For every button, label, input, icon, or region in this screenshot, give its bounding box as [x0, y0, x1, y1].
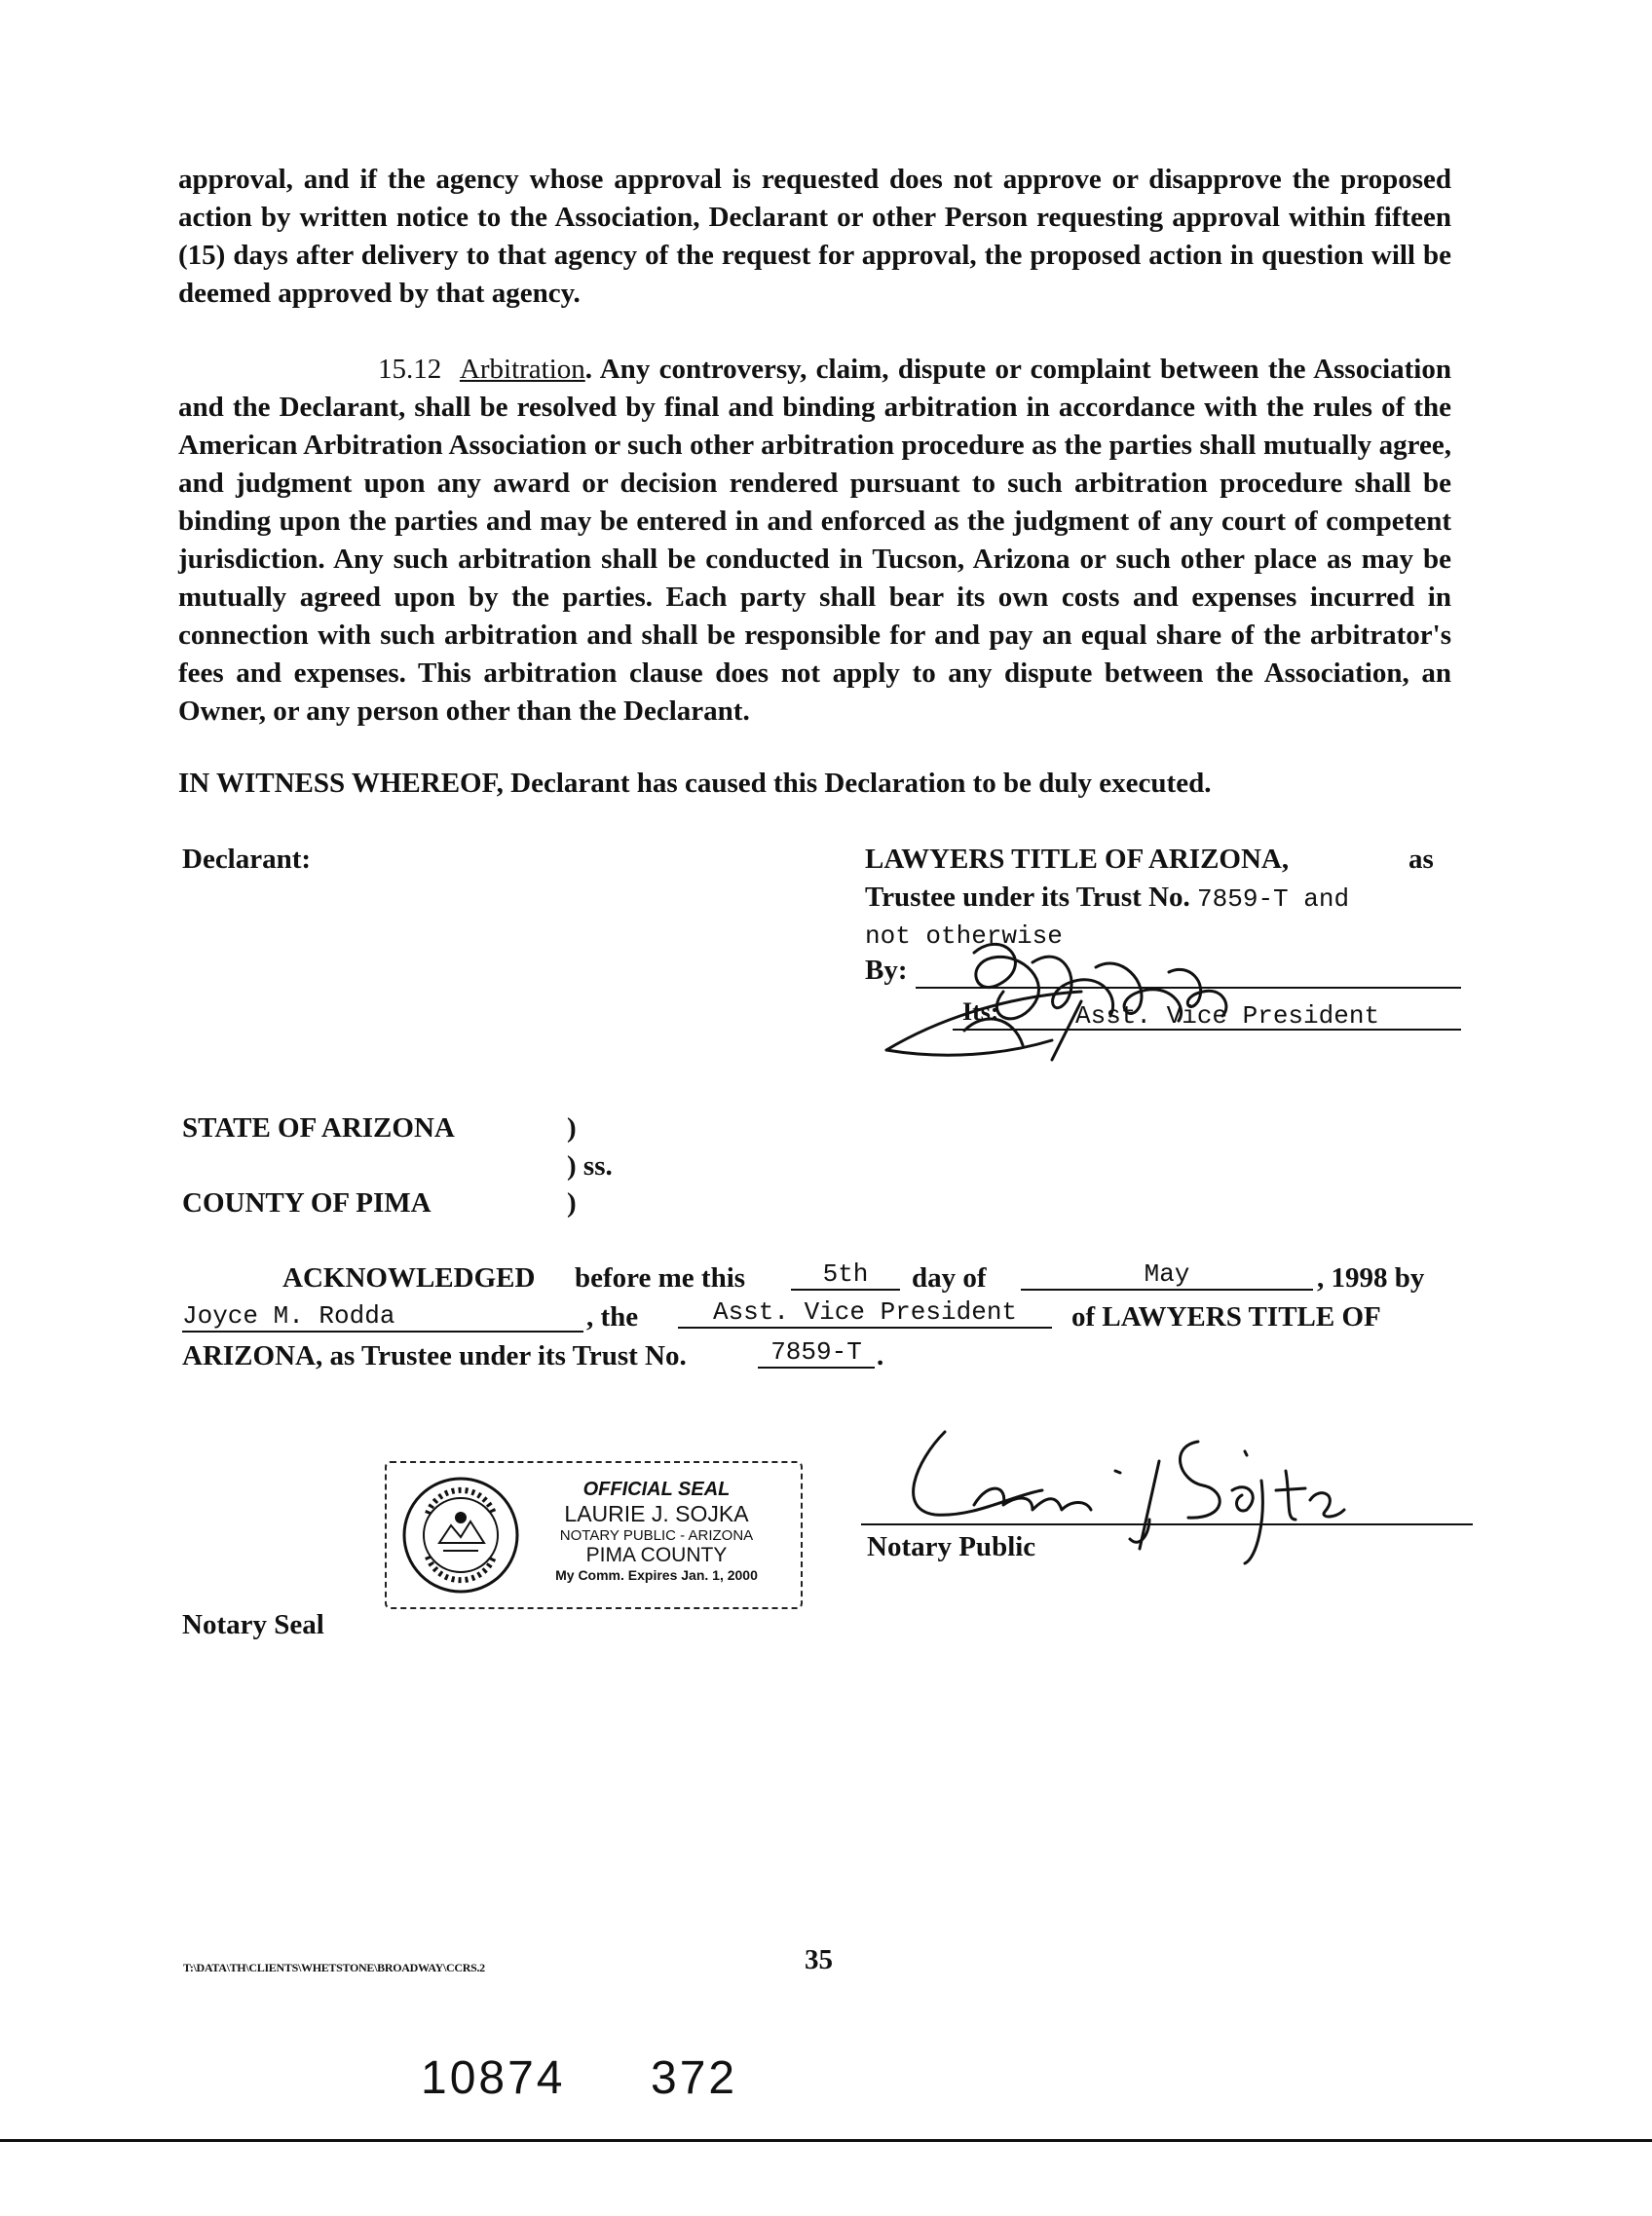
section-heading: Arbitration — [459, 354, 585, 385]
ack-year: , 1998 by — [1317, 1262, 1425, 1294]
seal-line1: OFFICIAL SEAL — [582, 1479, 731, 1500]
notary-public-label: Notary Public — [867, 1531, 1036, 1562]
its-label: Its: — [962, 997, 999, 1026]
arbitration-section — [178, 351, 1451, 731]
declarant-signature — [857, 923, 1325, 1070]
its-title: Asst. Vice President — [1075, 1001, 1380, 1031]
declarant-entity-line1: LAWYERS TITLE OF ARIZONA, — [865, 844, 1290, 875]
bottom-rule — [0, 2139, 1652, 2142]
section-number: 15.12 — [378, 354, 442, 385]
page-number: 35 — [805, 1944, 833, 1975]
recording-page: 372 — [651, 2052, 738, 2104]
state-seal-emblem — [400, 1475, 521, 1596]
footer-file-path: T:\DATA\TH\CLIENTS\WHETSTONE\BROADWAY\CCRS.2 — [183, 1961, 485, 1974]
ack-end: . — [877, 1340, 884, 1371]
trustee-text: Trustee under its Trust No. — [865, 882, 1190, 913]
ack-the: , the — [586, 1301, 639, 1333]
notary-signature-line — [861, 1523, 1473, 1525]
venue-county: COUNTY OF PIMA — [182, 1187, 432, 1219]
seal-line5: My Comm. Expires Jan. 1, 2000 — [555, 1567, 758, 1583]
ack-lead: ACKNOWLEDGED — [282, 1262, 536, 1294]
declarant-entity-line2 — [865, 882, 1349, 914]
recording-book: 10874 — [421, 2052, 566, 2104]
venue-paren-top: ) — [567, 1112, 577, 1144]
seal-line3: NOTARY PUBLIC - ARIZONA — [559, 1527, 754, 1544]
ack-name-field: Joyce M. Rodda — [182, 1301, 583, 1333]
ack-before: before me this — [575, 1262, 746, 1294]
ack-title-field: Asst. Vice President — [678, 1297, 1052, 1329]
declarant-entity-line3: not otherwise — [865, 921, 1063, 951]
continuation-paragraph: approval, and if the agency whose approval is requested does not approve or disapprove the proposed action by written notice to the Association, Declarant or other Person requesting approval within fifteen (15) days after delivery to that agency of the request for approval, the proposed action in question will be deemed approved by that agency. — [178, 164, 1451, 309]
ack-trust-field: 7859-T — [758, 1337, 875, 1369]
declarant-entity-as: as — [1408, 844, 1434, 875]
venue-paren-bottom: ) — [567, 1187, 577, 1219]
ack-line3: ARIZONA, as Trustee under its Trust No. — [182, 1340, 687, 1371]
seal-text — [535, 1479, 778, 1583]
venue-state: STATE OF ARIZONA — [182, 1112, 455, 1144]
ack-of-entity: of LAWYERS TITLE OF — [1071, 1301, 1381, 1333]
ack-day-of: day of — [912, 1262, 987, 1294]
official-seal-stamp — [385, 1461, 803, 1609]
section-body: . Any controversy, claim, dispute or complaint between the Association and the Declarant, shall be resolved by final and binding arbitration in accordance with the rules of the American Arbitration Association or such other arbitration procedure as the parties shall mutually agree, and judgment upon any award or decision rendered pursuant to such arbitration procedure shall be binding upon the parties and may be entered in and enforced as the judgment of any court of competent jurisdiction. Any such arbitration shall be conducted in Tucson, Arizona or such other place as may be mutually agreed upon by the parties. Each party shall bear its own costs and expenses incurred in connection with such arbitration and shall be responsible for and pay an equal share of the arbitrator's fees and expenses. This arbitration clause does not apply to any dispute between the Association, an Owner, or any person other than the Declarant. — [178, 354, 1451, 727]
ack-day-field: 5th — [791, 1259, 900, 1291]
seal-line4: PIMA COUNTY — [585, 1544, 728, 1566]
witness-statement: IN WITNESS WHEREOF, Declarant has caused this Declaration to be duly executed. — [178, 768, 1212, 799]
declarant-label: Declarant: — [182, 844, 312, 875]
ack-month-field: May — [1021, 1259, 1313, 1291]
by-label: By: — [865, 955, 908, 986]
seal-line2: LAURIE J. SOJKA — [564, 1501, 749, 1526]
venue-ss: ) ss. — [567, 1150, 613, 1182]
notary-seal-label: Notary Seal — [182, 1609, 324, 1640]
trust-number: 7859-T and — [1197, 884, 1350, 914]
